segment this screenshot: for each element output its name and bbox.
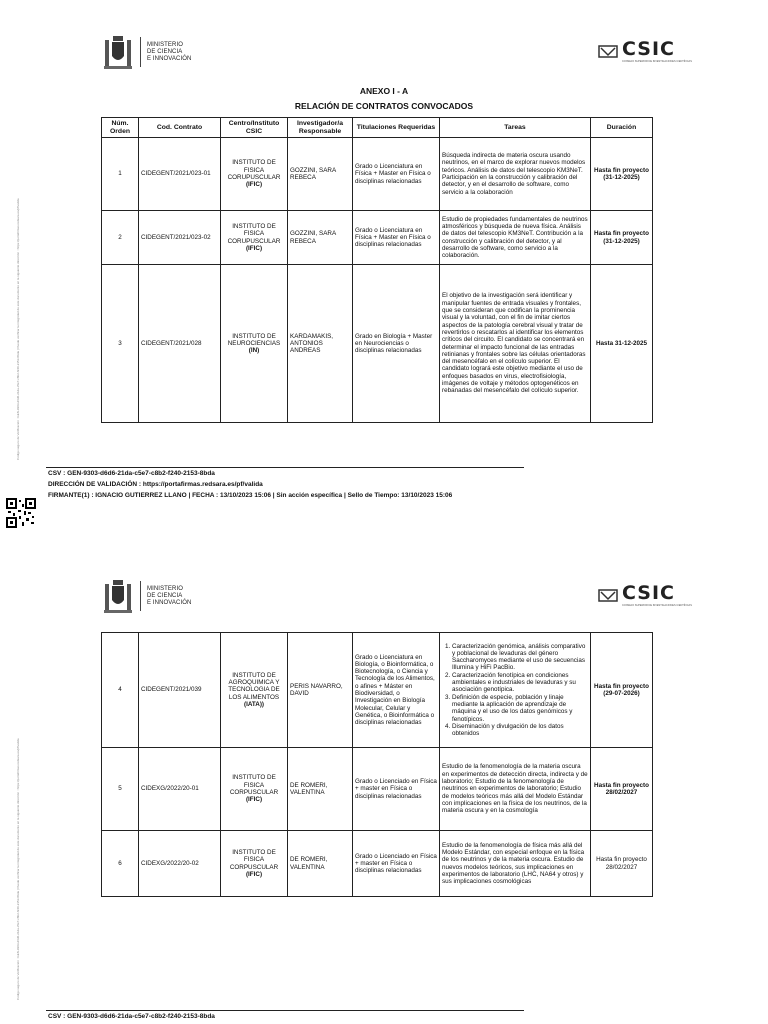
row-tasks: El objetivo de la investigación será identificar y manipular fuentes de entrada visuales y frontales, que se consideran que codifican la prominencia visual y la voluntad, con el fin de imitar ciertos aspectos de la patología cerebral visual y tratar de revertirlos o rescatarlos al identificar los elementos críticos del circuito. El candidato se concentrará en determinar el impacto funcional de las entradas retinianas y frontales sobre las células orientadoras del mesencéfalo en el colículo superior. El candidato logrará este objetivo mediante el uso de enfoques basados en virus, electrofisiología, imágenes de voltaje y métodos optogenéticos en rebanadas del mesencéfalo del colículo superior. (440, 265, 591, 423)
row-center: INSTITUTO DE FISICA CORPUSCULAR (IFIC) (221, 831, 288, 897)
ministry-logo (102, 32, 191, 72)
row-code: CIDEGENT/2021/039 (139, 633, 221, 748)
qr-code-icon (6, 498, 36, 528)
row-num: 4 (102, 633, 139, 748)
row-degrees: Grado o Licenciado en Física + master en Física o disciplinas relacionadas (353, 831, 440, 897)
signer-info: FIRMANTE(1) : IGNACIO GUTIERREZ LLANO | FECHA : 13/10/2023 15:06 | Sin acción específica | Sello de Tiempo: 13/10/2023 15:06 (48, 492, 453, 499)
row-investigator: GOZZINI, SARA REBECA (288, 211, 353, 265)
side-verification-text: Código seguro de Verificación : GEN-9303-d6d6-21da-c5e7-c8b2-f240-2153-8bda | Puede verificar la integridad de este documento en la siguiente dirección : https://portafirmas.redsara.es/pf/valida (16, 198, 20, 460)
row-num: 5 (102, 748, 139, 831)
csv-code: CSV : GEN-9303-d6d6-21da-c5e7-c8b2-f240-2153-8bda (48, 470, 215, 477)
row-duration: Hasta fin proyecto (29-07-2026) (591, 633, 653, 748)
ministry-name: MINISTERIO DE CIENCIA E INNOVACIÓN (147, 41, 192, 62)
row-code: CIDEXG/2022/20-01 (139, 748, 221, 831)
table-row (102, 633, 653, 748)
row-duration: Hasta fin proyecto (31-12-2025) (591, 138, 653, 211)
header-investigator: Investigador/a Responsable (288, 118, 353, 138)
header-code: Cod. Contrato (139, 118, 221, 138)
csic-tagline: CONSEJO SUPERIOR DE INVESTIGACIONES CIENTÍFICAS (622, 60, 692, 63)
row-duration: Hasta fin proyecto 28/02/2027 (591, 748, 653, 831)
annex-subtitle: RELACIÓN DE CONTRATOS CONVOCADOS (294, 101, 474, 111)
row-degrees: Grado en Biología + Master en Neurociencias o disciplinas relacionadas (353, 265, 440, 423)
row-code: CIDEGENT/2021/023-01 (139, 138, 221, 211)
coat-of-arms-icon (102, 576, 134, 616)
table-row (102, 211, 653, 265)
row-num: 1 (102, 138, 139, 211)
row-duration: Hasta 31-12-2025 (591, 265, 653, 423)
row-degrees: Grado o Licenciado en Física + master en Física o disciplinas relacionadas (353, 748, 440, 831)
header-tasks: Tareas (440, 118, 591, 138)
row-investigator: DE ROMERI, VALENTINA (288, 748, 353, 831)
contracts-table-page1 (101, 117, 653, 423)
task-item: 1. Caracterización genómica, análisis comparativo y poblacional de levaduras del género Saccharomyces mediante el uso de secuencias Illumina y HiFi PacBio. (452, 643, 588, 672)
table-row (102, 138, 653, 211)
coat-of-arms-icon (102, 32, 134, 72)
task-item: 2. Caracterización fenotípica en condiciones ambientales e industriales de levaduras y su asociación genotípica. (452, 672, 588, 694)
task-item: 4. Diseminación y divulgación de los datos obtenidos (452, 723, 588, 738)
row-center: INSTITUTO DE FISICA CORUPUSCULAR (IFIC) (221, 211, 288, 265)
header-duration: Duración (591, 118, 653, 138)
table-row (102, 831, 653, 897)
row-center: INSTITUTO DE AGROQUIMICA Y TECNOLOGIA DE LOS ALIMENTOS (IATA)) (221, 633, 288, 748)
ministry-logo-page2 (102, 576, 191, 616)
row-code: CIDEXG/2022/20-02 (139, 831, 221, 897)
row-degrees: Grado o Licenciatura en Biología, o Bioinformática, o Biotecnología, o Ciencia y Tecnología de los Alimentos, o afines + Máster en Biodiversidad, o Investigación en Biología Molecular, Celular y Genética, o Bioinformática o disciplinas relacionadas (353, 633, 440, 748)
row-investigator: PERIS NAVARRO, DAVID (288, 633, 353, 748)
header-num: Núm. Orden (102, 118, 139, 138)
table-row (102, 748, 653, 831)
row-tasks: Estudio de propiedades fundamentales de neutrinos atmosféricos y búsqueda de nueva física. Análisis de datos del telescopio KM3NeT. Contribución a la construcción y calibración del detector, y al desarrollo de software, como servicio a la colaboración. (440, 211, 591, 265)
csv-code: CSV : GEN-9303-d6d6-21da-c5e7-c8b2-f240-2153-8bda (48, 1013, 215, 1020)
header-degrees: Titulaciones Requeridas (353, 118, 440, 138)
footer-divider (46, 1010, 524, 1011)
header-center: Centro/Instituto CSIC (221, 118, 288, 138)
ministry-name: MINISTERIO DE CIENCIA E INNOVACIÓN (147, 585, 192, 606)
table-header-row (102, 118, 653, 138)
row-code: CIDEGENT/2021/023-02 (139, 211, 221, 265)
row-num: 6 (102, 831, 139, 897)
annex-title: ANEXO I - A (359, 86, 409, 96)
row-investigator: KARDAMAKIS, ANTONIOS ANDREAS (288, 265, 353, 423)
row-investigator: DE ROMERI, VALENTINA (288, 831, 353, 897)
row-tasks: Estudio de la fenomenología de física más allá del Modelo Estándar, con especial enfoque en la física de los neutrinos y de la materia oscura. Estudio de nuevos modelos teóricos, sus implicaciones en experimentos de laboratorio (LHC, NA64 y otros) y sus implicaciones cosmológicas (440, 831, 591, 897)
table-row (102, 265, 653, 423)
footer-divider (46, 467, 524, 468)
row-duration: Hasta fin proyecto 28/02/2027 (591, 831, 653, 897)
row-degrees: Grado o Licenciatura en Física + Master en Física o disciplinas relacionadas (353, 138, 440, 211)
side-verification-text: Código seguro de Verificación : GEN-9303-d6d6-21da-c5e7-c8b2-f240-2153-8bda | Puede verificar la integridad de este documento en la siguiente dirección : https://portafirmas.redsara.es/pf/valida (16, 738, 20, 1000)
row-center: INSTITUTO DE FISICA CORUPUSCULAR (IFIC) (221, 138, 288, 211)
row-degrees: Grado o Licenciatura en Física + Master en Física o disciplinas relacionadas (353, 211, 440, 265)
row-tasks: Búsqueda indirecta de materia oscura usando neutrinos, en el marco de explorar nuevos modelos teóricos. Análisis de datos del telescopio KM3NeT. Participación en la construcción y calibración del detector, y en el desarrollo de software, como servicio a la colaboración (440, 138, 591, 211)
row-center: INSTITUTO DE FISICA CORPUSCULAR (IFIC) (221, 748, 288, 831)
row-num: 2 (102, 211, 139, 265)
validation-link[interactable]: DIRECCIÓN DE VALIDACIÓN : https://portafirmas.redsara.es/pf/valida (48, 481, 263, 488)
row-tasks (440, 633, 591, 748)
csic-logo: CSIC CONSEJO SUPERIOR DE INVESTIGACIONES CIENTÍFICAS (598, 38, 692, 63)
row-num: 3 (102, 265, 139, 423)
csic-emblem-icon (598, 43, 618, 59)
csic-logo-page2: CSIC CONSEJO SUPERIOR DE INVESTIGACIONES CIENTÍFICAS (598, 582, 692, 607)
task-item: 3. Definición de especie, población y linaje mediante la aplicación de aprendizaje de máquina y el uso de los datos genómicos y fenotípicos. (452, 694, 588, 723)
row-tasks: Estudio de la fenomenología de la materia oscura en experimentos de detección directa, indirecta y de laboratorio; Estudio de la fenomenología de neutrinos en experimentos de laboratorio; Estudio de modelos teóricos más allá del Modelo Estándar con implicaciones en la física de los neutrinos, de la materia oscura y en la cosmología (440, 748, 591, 831)
row-investigator: GOZZINI, SARA REBECA (288, 138, 353, 211)
row-center: INSTITUTO DE NEUROCIENCIAS (IN) (221, 265, 288, 423)
row-duration: Hasta fin proyecto (31-12-2025) (591, 211, 653, 265)
row-code: CIDEGENT/2021/028 (139, 265, 221, 423)
csic-emblem-icon (598, 587, 618, 603)
csic-tagline: CONSEJO SUPERIOR DE INVESTIGACIONES CIENTÍFICAS (622, 604, 692, 607)
contracts-table-page2 (101, 632, 653, 897)
